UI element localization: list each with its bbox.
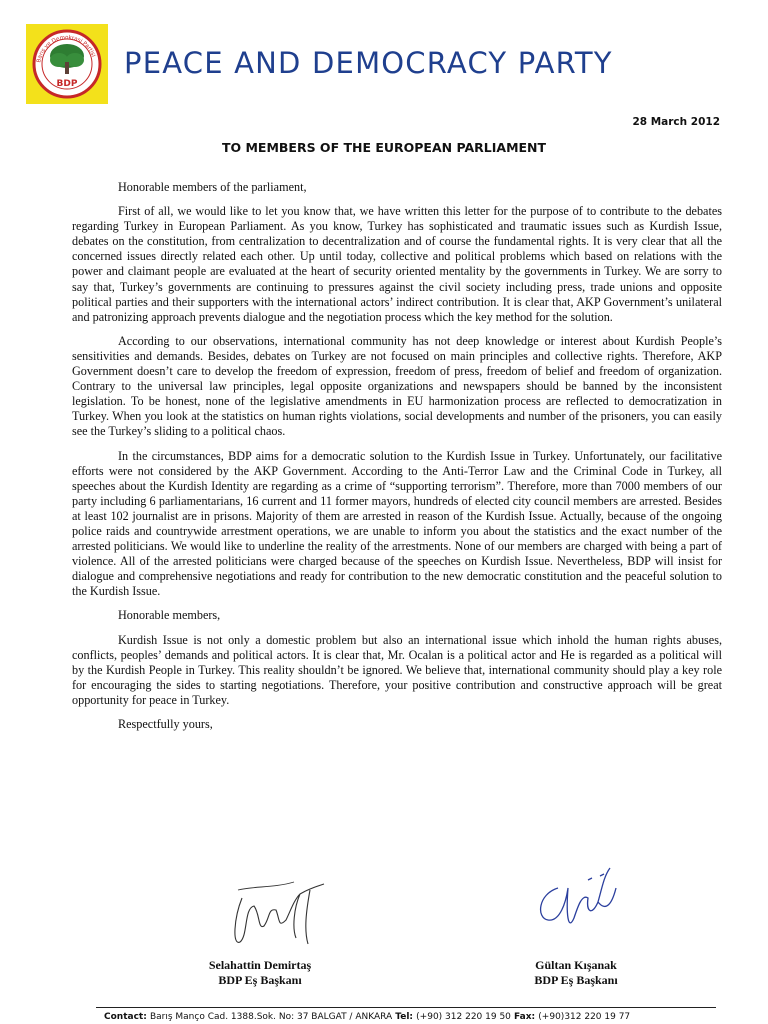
logo-ring-text: Barış ve Demokrasi Partisi bbox=[36, 34, 97, 64]
signatory-1 bbox=[200, 958, 320, 988]
paragraph-1: First of all, we would like to let you know that, we have written this letter for the purpose of to contribute to the debates regarding Turkey in European Parliament. As you know, Turkey has sophisticated and traumatic issues such as Kurdish Issue, debates on the constitution, from centralization to decentralization and of course the fundamental rights. It is very clear that all the concerned issues directly related each other. Up until today, collective and political problems which based on relations with the power and claimant people are evaluated at the heart of security oriented mentality by the governments in Turkey. We are sorry to say that, Turkey’s governments are continuing to pressures against the civil society including press, trade unions and opposite political parties and their supporters with the international actors’ indirect contribution. It is clear that, AKP Government’s unilateral and patronizing approach prevents dialogue and the negotiation process which the key method for the solution. bbox=[72, 204, 722, 324]
second-salutation: Honorable members, bbox=[118, 608, 221, 623]
contact-address: Barış Manço Cad. 1388.Sok. No: 37 BALGAT / ANKARA bbox=[149, 1012, 393, 1022]
party-name: PEACE AND DEMOCRACY PARTY bbox=[124, 46, 613, 80]
fax-label: Fax: bbox=[514, 1012, 536, 1022]
letter-title: TO MEMBERS OF THE EUROPEAN PARLIAMENT bbox=[221, 140, 547, 155]
party-logo bbox=[26, 24, 108, 104]
signature-demirtas bbox=[224, 868, 334, 954]
signoff: Respectfully yours, bbox=[118, 717, 213, 731]
paragraph-2: According to our observations, international community has not deep knowledge or interest about Kurdish People’s sensitivities and demands. Besides, debates on Turkey are not focused on main principles and collective rights. Therefore, AKP Government doesn’t care to develop the freedom of expression, freedom of press, freedom of belief and freedom of organization. Contrary to the universal law principles, legal opposite organizations and newspapers should be banned by the inconsistent legislation. To be honest, none of the legislative amendments in EU harmonization process are reflected to democratization in Turkey. When you look at the statistics on human rights violations, social developments and number of the prisoners, you can easily see the Turkey’s sliding to a political chaos. bbox=[72, 333, 722, 439]
contact-label: Contact: bbox=[104, 1012, 147, 1022]
closing-paragraph: Kurdish Issue is not only a domestic problem but also an international issue which inhold the human rights abuses, conflicts, peoples’ demands and political actors. It is clear that, Mr. Ocalan is a political actor and He is regarded as a political will by the Kurdish People in Turkey. This reality shouldn’t be ignored. We believe that, international community should play a key role for encouraging the sides to starting negotiations. Therefore, your positive contribution and constructive approach will be great opportunity for peace in Turkey. bbox=[72, 632, 722, 707]
salutation: Honorable members of the parliament, bbox=[118, 180, 307, 194]
tel-number: (+90) 312 220 19 50 bbox=[416, 1012, 511, 1022]
signatory-1-name: Selahattin Demirtaş bbox=[208, 958, 312, 972]
signatory-2-title: BDP Eş Başkanı bbox=[534, 973, 618, 987]
letter-date: 28 March 2012 bbox=[632, 116, 720, 128]
signatory-2 bbox=[516, 958, 636, 988]
fax-number: (+90)312 220 19 77 bbox=[538, 1012, 631, 1022]
tel-label: Tel: bbox=[395, 1012, 414, 1022]
signature-kisanak bbox=[528, 858, 628, 938]
letter-body bbox=[72, 180, 722, 741]
footer-contact bbox=[104, 1012, 630, 1022]
footer-divider bbox=[96, 1007, 716, 1008]
logo-abbreviation: BDP bbox=[56, 79, 78, 89]
tree-emblem-icon bbox=[26, 24, 108, 104]
signatory-1-title: BDP Eş Başkanı bbox=[218, 973, 302, 987]
paragraph-3: In the circumstances, BDP aims for a democratic solution to the Kurdish Issue in Turkey. Unfortunately, our facilitative efforts were not considered by the AKP Government. According to the Anti-Terror Law and the Criminal Code in Turkey, all speeches about the Kurdish Identity are regarding as a crime of “supporting terrorism”. Therefore, more than 7000 members of our party including 6 parliamentarians, 16 current and 11 former mayors, hundreds of elected city council members are arrested. Besides at least 102 journalist are in prisons. Majority of them are arrested in reason of the Kurdish Issue. Actually, because of the ongoing police raids and countrywide arrestment operations, we are unable to inform you about the statistics and the exact number of the arrested politicians. We would like to underline the reality of the arrestments. None of our members are charged with being a part of violence. All of the arrested politicians were charged because of the speeches on Kurdish Issue. Nevertheless, BDP will insist for dialogue and comprehensive negotiations and ready for contribution to the new democratic constitution and the peaceful solution to the Kurdish Issue. bbox=[72, 448, 722, 599]
signatory-2-name: Gültan Kışanak bbox=[535, 958, 617, 972]
